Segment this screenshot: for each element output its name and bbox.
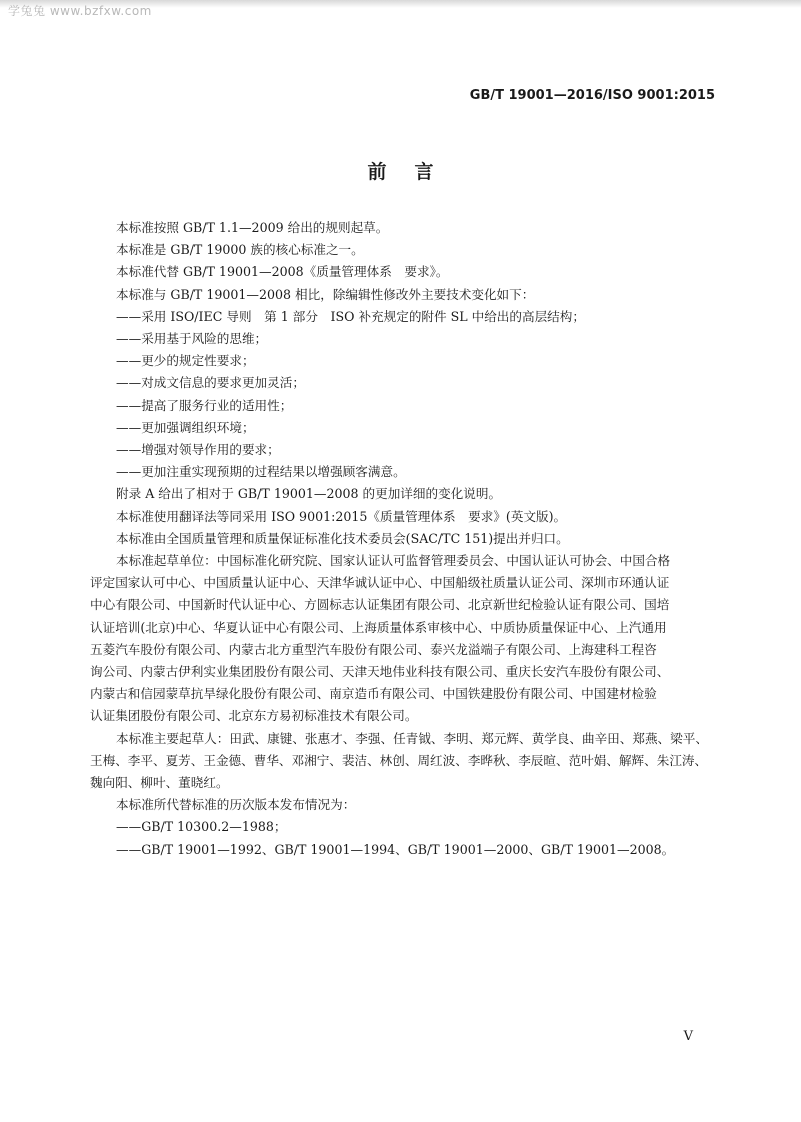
text-line: 评定国家认可中心、中国质量认证中心、天津华诚认证中心、中国船级社质量认证公司、深圳市环通认证 (90, 575, 670, 591)
paragraph: 本标准由全国质量管理和质量保证标准化技术委员会(SAC/TC 151)提出并归口。 (116, 530, 569, 546)
text-line: 认证培训(北京)中心、华夏认证中心有限公司、上海质量体系审核中心、中质协质量保证中心、上汽通用 (90, 619, 667, 635)
text-line: 五菱汽车股份有限公司、内蒙古北方重型汽车股份有限公司、泰兴龙溢端子有限公司、上海建科工程咨 (90, 641, 657, 657)
watermark: 学兔兔 www.bzfxw.com (8, 4, 152, 18)
list-item: ——更加注重实现预期的过程结果以增强顾客满意。 (116, 464, 406, 480)
list-item: ——更少的规定性要求； (116, 353, 255, 369)
text-line: 王梅、李平、夏芳、王金德、曹华、邓湘宁、裴洁、林创、周红波、李晔秋、李辰暄、范叶娟、解辉、朱江涛、 (90, 752, 708, 768)
text-line: 中心有限公司、中国新时代认证中心、方圆标志认证集团有限公司、北京新世纪检验认证有限公司、国培 (90, 597, 670, 613)
standard-code-header: GB/T 19001—2016/ISO 9001:2015 (469, 88, 715, 103)
list-item: ——GB/T 19001—1992、GB/T 19001—1994、GB/T 19001—2000、GB/T 19001—2008。 (116, 841, 675, 857)
list-item: ——提高了服务行业的适用性； (116, 397, 293, 413)
page-number: V (683, 1029, 693, 1044)
list-item: ——采用 ISO/IEC 导则 第 1 部分 ISO 补充规定的附件 SL 中给出的高层结构； (116, 308, 585, 324)
text-line: 本标准主要起草人：田武、康键、张惠才、李强、任青钺、李明、郑元辉、黄学良、曲辛田、郑燕、梁平、 (116, 730, 708, 746)
foreword-body (90, 217, 711, 861)
text-line: 魏向阳、柳叶、董晓红。 (90, 775, 229, 791)
list-item: ——GB/T 10300.2—1988； (116, 819, 287, 835)
page-title: 前言 (367, 161, 462, 183)
list-item: ——更加强调组织环境； (116, 419, 255, 435)
text-line: 认证集团股份有限公司、北京东方易初标准技术有限公司。 (90, 708, 418, 724)
text-line: 本标准起草单位：中国标准化研究院、国家认证认可监督管理委员会、中国认证认可协会、中国合格 (116, 553, 671, 569)
paragraph: 本标准按照 GB/T 1.1—2009 给出的规则起草。 (116, 220, 389, 235)
paragraph: 本标准代替 GB/T 19001—2008《质量管理体系 要求》。 (116, 264, 449, 280)
text-line: 询公司、内蒙古伊利实业集团股份有限公司、天津天地伟业科技有限公司、重庆长安汽车股份有限公司、 (90, 664, 670, 680)
list-item: ——对成文信息的要求更加灵活； (116, 375, 305, 391)
paragraph: 本标准是 GB/T 19000 族的核心标准之一。 (116, 242, 364, 258)
list-item: ——增强对领导作用的要求； (116, 442, 280, 458)
list-item: ——采用基于风险的思维； (116, 331, 268, 347)
text-line: 内蒙古和信园蒙草抗旱绿化股份有限公司、南京造币有限公司、中国铁建股份有限公司、中国建材检验 (90, 686, 657, 702)
drafters (90, 728, 711, 795)
version-history (116, 794, 711, 861)
paragraph: 本标准与 GB/T 19001—2008 相比，除编辑性修改外主要技术变化如下： (116, 286, 535, 302)
drafting-units (90, 550, 711, 728)
paragraph: 附录 A 给出了相对于 GB/T 19001—2008 的更加详细的变化说明。 (116, 486, 502, 502)
paragraph: 本标准所代替标准的历次版本发布情况为： (116, 797, 356, 813)
paragraph: 本标准使用翻译法等同采用 ISO 9001:2015《质量管理体系 要求》(英文版)。 (116, 508, 567, 524)
